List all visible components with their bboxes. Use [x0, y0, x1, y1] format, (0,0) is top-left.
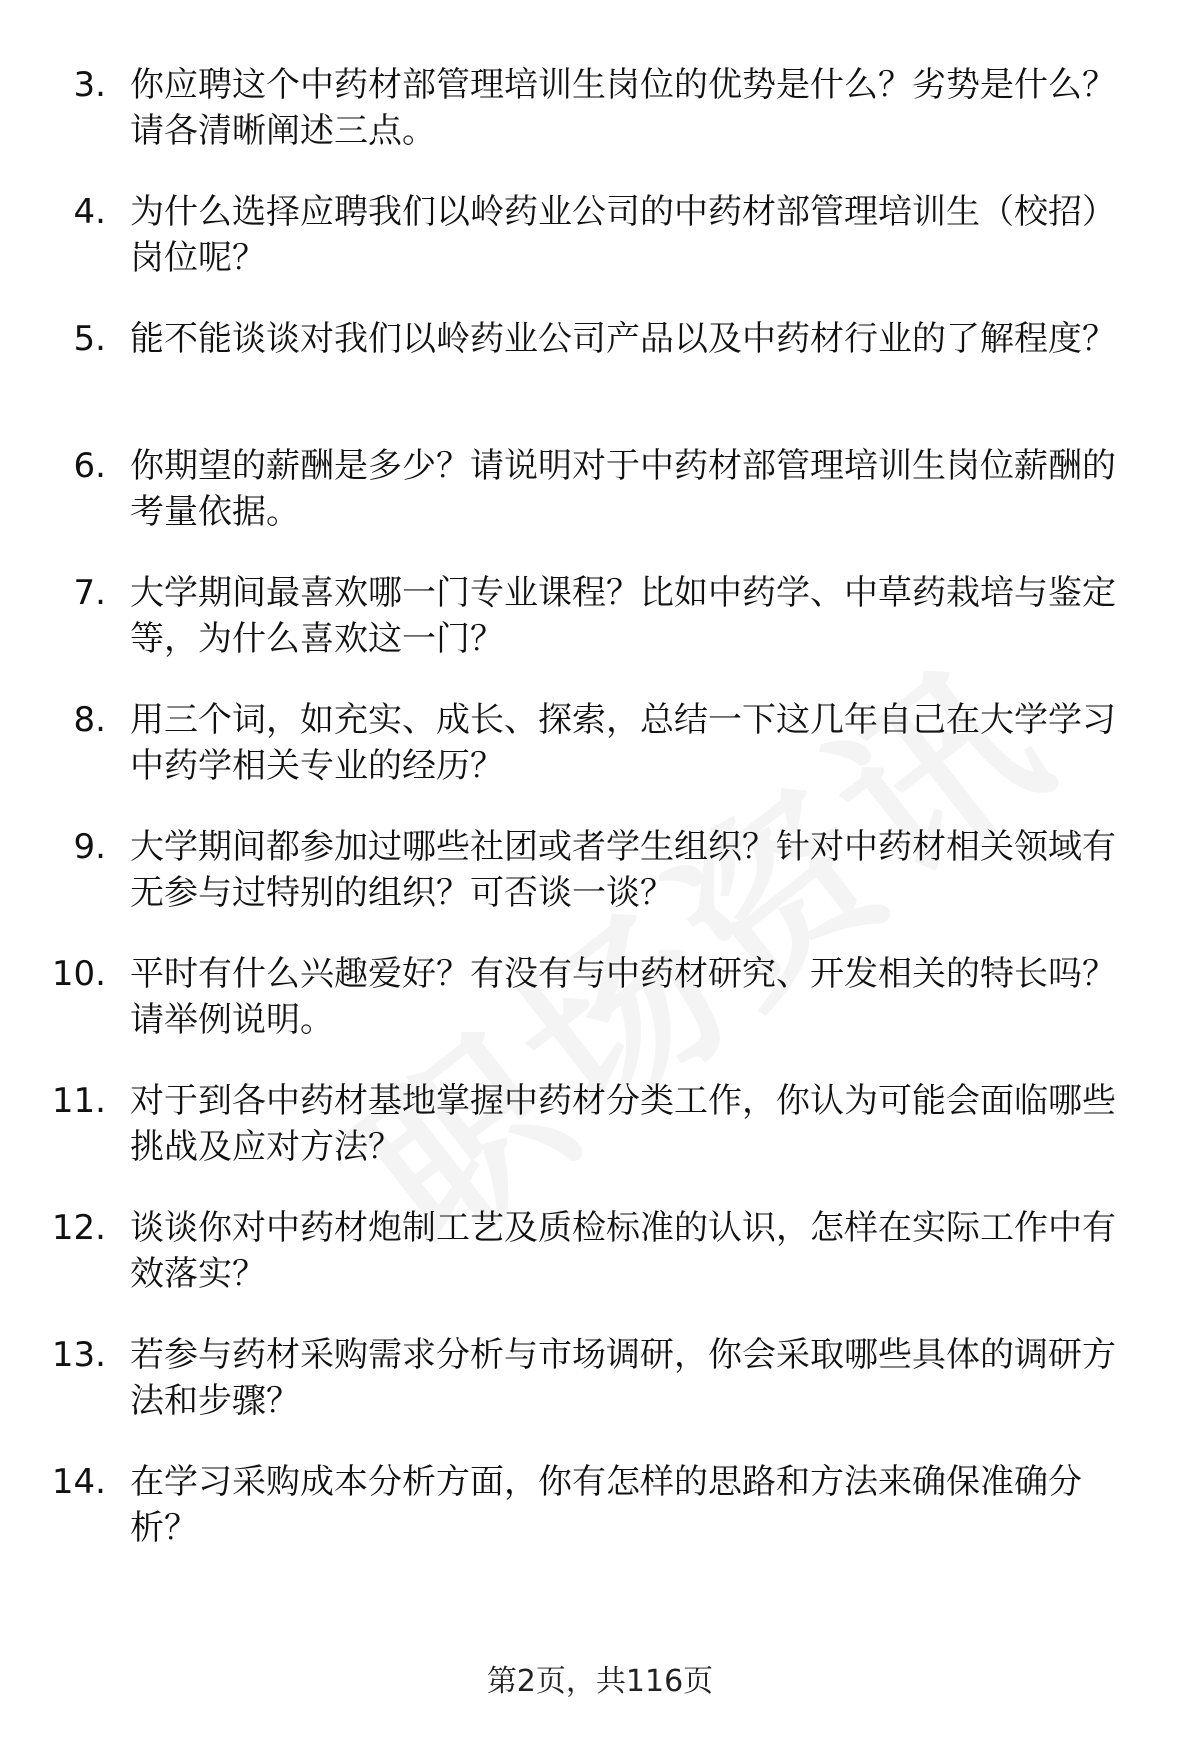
question-text: 平时有什么兴趣爱好？有没有与中药材研究、开发相关的特长吗？请举例说明。 [130, 954, 1116, 1040]
question-number: 4. [73, 192, 106, 232]
question-item [0, 1459, 1200, 1586]
question-item [0, 697, 1200, 824]
question-number: 10. [51, 954, 106, 994]
question-item [0, 1332, 1200, 1459]
question-text: 大学期间最喜欢哪一门专业课程？比如中药学、中草药栽培与鉴定等，为什么喜欢这一门？ [130, 573, 1116, 659]
question-item [0, 951, 1200, 1078]
question-text: 对于到各中药材基地掌握中药材分类工作，你认为可能会面临哪些挑战及应对方法？ [130, 1081, 1116, 1167]
page-number-footer: 第2页，共116页 [486, 1664, 714, 1699]
question-number: 8. [73, 700, 106, 740]
question-text: 用三个词，如充实、成长、探索，总结一下这几年自己在大学学习中药学相关专业的经历？ [130, 700, 1116, 786]
question-text: 你期望的薪酬是多少？请说明对于中药材部管理培训生岗位薪酬的考量依据。 [130, 446, 1116, 532]
question-number: 5. [73, 319, 106, 359]
question-number: 7. [73, 573, 106, 613]
question-text: 为什么选择应聘我们以岭药业公司的中药材部管理培训生（校招）岗位呢？ [130, 192, 1116, 278]
question-item [0, 189, 1200, 316]
question-item [0, 570, 1200, 697]
question-number: 14. [51, 1462, 106, 1502]
question-text: 大学期间都参加过哪些社团或者学生组织？针对中药材相关领域有无参与过特别的组织？可否谈一谈？ [130, 827, 1116, 913]
question-number: 11. [51, 1081, 106, 1121]
question-item [0, 1078, 1200, 1205]
question-item [0, 443, 1200, 570]
question-item [0, 62, 1200, 189]
question-list [0, 62, 1200, 1586]
question-text: 能不能谈谈对我们以岭药业公司产品以及中药材行业的了解程度？ [130, 319, 1116, 359]
question-text: 在学习采购成本分析方面，你有怎样的思路和方法来确保准确分析？ [130, 1462, 1082, 1548]
question-number: 6. [73, 446, 106, 486]
question-text: 若参与药材采购需求分析与市场调研，你会采取哪些具体的调研方法和步骤？ [130, 1335, 1116, 1421]
question-item [0, 1205, 1200, 1332]
question-text: 你应聘这个中药材部管理培训生岗位的优势是什么？劣势是什么？请各清晰阐述三点。 [130, 65, 1116, 151]
question-number: 13. [51, 1335, 106, 1375]
question-text: 谈谈你对中药材炮制工艺及质检标准的认识，怎样在实际工作中有效落实？ [130, 1208, 1116, 1294]
question-number: 12. [51, 1208, 106, 1248]
question-item [0, 824, 1200, 951]
question-item [0, 316, 1200, 443]
question-number: 9. [73, 827, 106, 867]
question-number: 3. [73, 65, 106, 105]
